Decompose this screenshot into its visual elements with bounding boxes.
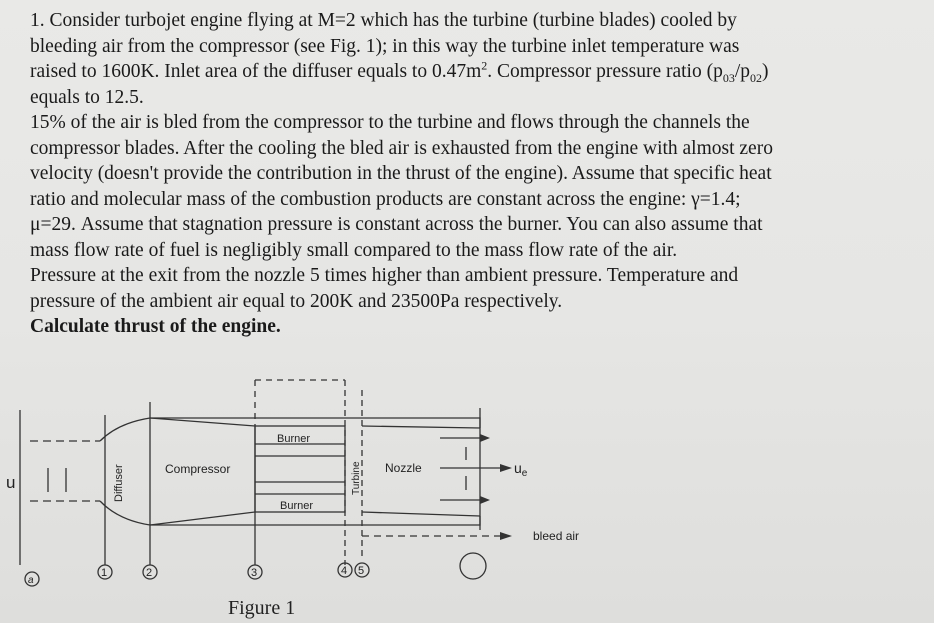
diffuser-label: Diffuser bbox=[113, 464, 125, 502]
exit-arrowhead-1 bbox=[480, 434, 490, 442]
problem-line-10: mass flow rate of fuel is negligibly small compared to the mass flow rate of the air. bbox=[30, 239, 678, 261]
nozzle-label: Nozzle bbox=[385, 461, 422, 475]
problem-line-5: 15% of the air is bled from the compressor to the turbine and flows through the channels the bbox=[30, 112, 750, 133]
problem-line-6: compressor blades. After the cooling the bled air is exhausted from the engine with almost zero bbox=[30, 137, 773, 159]
engine-figure bbox=[0, 360, 934, 623]
station-1-label: 1 bbox=[101, 567, 108, 579]
compressor-label: Compressor bbox=[165, 462, 231, 476]
bleed-arrowhead bbox=[500, 532, 512, 540]
figure-caption: Figure 1 bbox=[228, 597, 296, 619]
burner-top-label: Burner bbox=[277, 433, 311, 445]
station-a-label: a bbox=[28, 575, 34, 586]
turbine-label: Turbine bbox=[351, 461, 362, 495]
burner-bottom-label: Burner bbox=[280, 500, 314, 512]
station-2-label: 2 bbox=[146, 567, 153, 579]
exit-arrowhead-2 bbox=[500, 464, 512, 472]
u-label: u bbox=[6, 473, 16, 492]
problem-line-9: μ=29. Assume that stagnation pressure is constant across the burner. You can also assume that bbox=[30, 214, 763, 235]
engine-diagram bbox=[0, 360, 934, 623]
nozzle-top bbox=[362, 426, 480, 428]
exit-arrowhead-3 bbox=[480, 496, 490, 504]
problem-line-2: bleeding air from the compressor (see Fig. 1); in this way the turbine inlet temperature was bbox=[30, 35, 740, 57]
problem-statement bbox=[30, 8, 920, 340]
problem-line-7: velocity (doesn't provide the contribution in the thrust of the engine). Assume that specific heat bbox=[30, 163, 772, 184]
station-4-label: 4 bbox=[341, 565, 348, 577]
problem-line-12: pressure of the ambient air equal to 200K and 23500Pa respectively. bbox=[30, 290, 563, 312]
station-5-label: 5 bbox=[358, 565, 365, 577]
problem-line-8: ratio and molecular mass of the combustion products are constant across the engine: γ=1.4; bbox=[30, 188, 741, 210]
problem-line-1: 1. Consider turbojet engine flying at M=2 which has the turbine (turbine blades) cooled by bbox=[30, 10, 737, 31]
station-e-circle bbox=[460, 553, 486, 579]
problem-line-3: raised to 1600K. Inlet area of the diffuser equals to $0.47m^2$. Compressor pressure ratio $(p_{03}/p_{02})$ bbox=[30, 58, 769, 85]
problem-question: Calculate thrust of the engine. bbox=[30, 316, 281, 337]
problem-line-11: Pressure at the exit from the nozzle 5 times higher than ambient pressure. Temperature and bbox=[30, 265, 739, 286]
bleed-air-label: bleed air bbox=[533, 529, 580, 543]
ue-label: $u_e$ bbox=[514, 460, 528, 479]
problem-line-4: equals to 12.5. bbox=[30, 86, 144, 108]
station-3-label: 3 bbox=[251, 567, 258, 579]
nozzle-bottom bbox=[362, 512, 480, 516]
